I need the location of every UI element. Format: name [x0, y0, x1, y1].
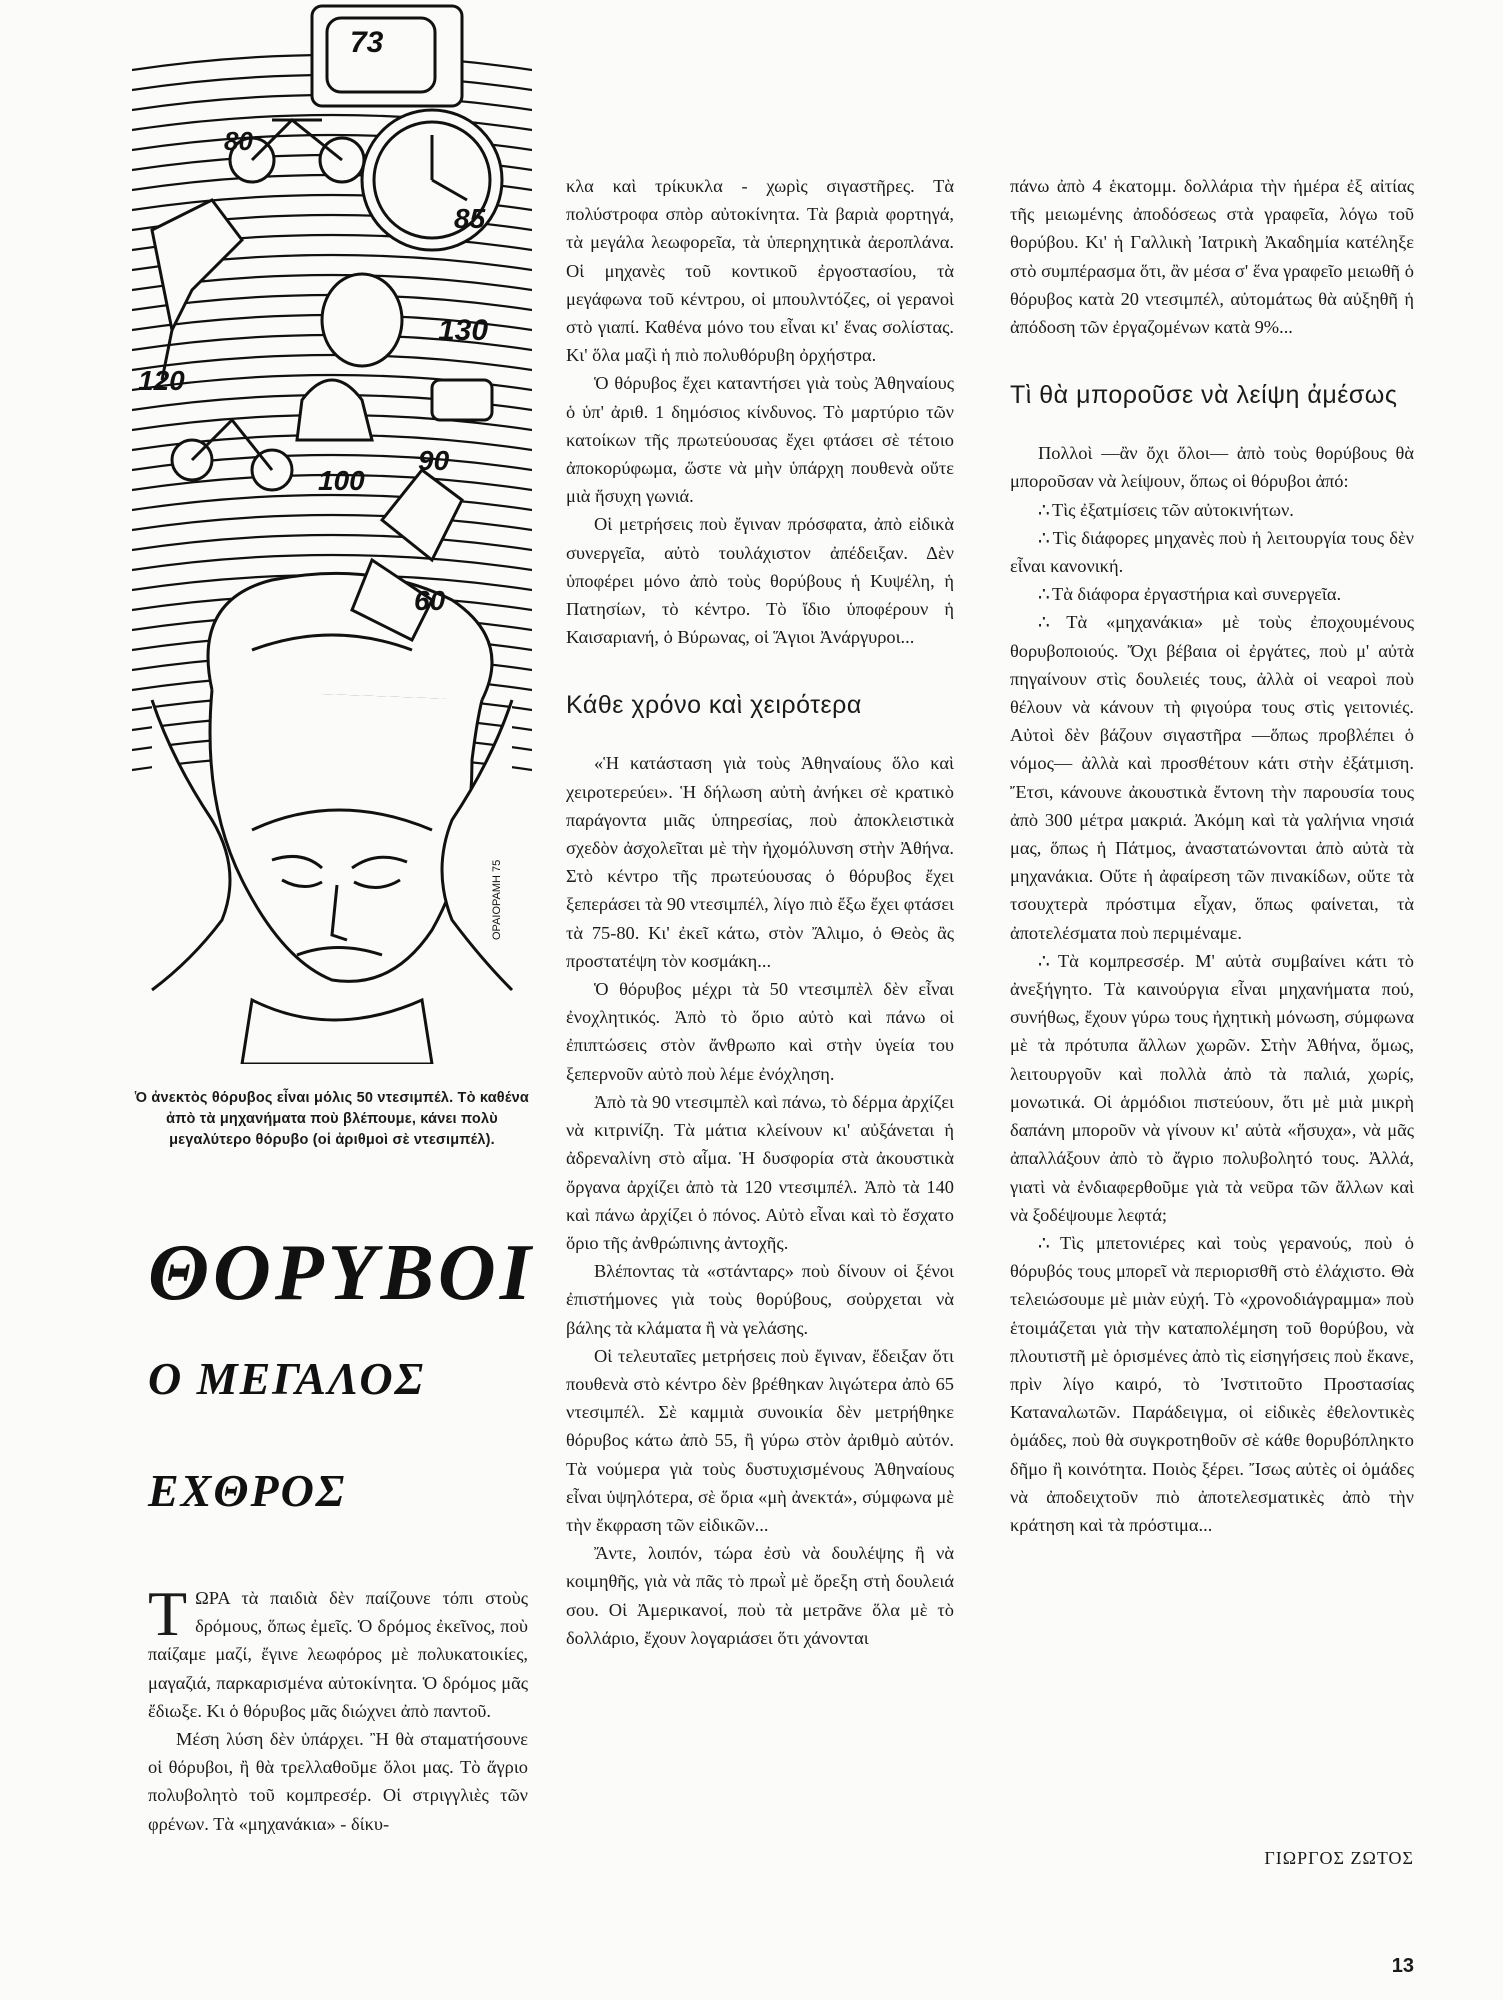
paragraph: Ὁ θόρυβος μέχρι τὰ 50 ντεσιμπὲλ δὲν εἶναι ἐνοχλητικός. Ἀπὸ τὸ ὅριο αὐτὸ καὶ πάνω οἱ ἐπιπτώσεις στὸν ἄνθρωπο καὶ στὴν ὑγεία του ξεπερνοῦν αὐτὸ ποὺ λέμε ἐνόχληση.	[566, 979, 954, 1084]
label-73: 73	[350, 26, 384, 59]
label-130: 130	[438, 314, 489, 347]
paragraph: Βλέποντας τὰ «στάνταρς» ποὺ δίνουν οἱ ξένοι ἐπιστήμονες γιὰ τοὺς θορύβους, σοὐρχεται νὰ βάλης τὰ κλάματα ἢ νὰ γελάσης.	[566, 1261, 954, 1338]
illustration-caption: Ὁ ἀνεκτὸς θόρυβος εἶναι μόλις 50 ντεσιμπέλ. Τὸ καθένα ἀπὸ τὰ μηχανήματα ποὺ βλέπουμε, κάνει πολὺ μεγαλύτερο θόρυβο (οἱ ἀριθμοὶ σὲ ντεσιμπέλ).	[135, 1090, 529, 1148]
paragraph: Ἀπὸ τὰ 90 ντεσιμπὲλ καὶ πάνω, τὸ δέρμα ἀρχίζει νὰ κιτρινίζη. Τὰ μάτια κλείνουν κι' αὐξάνεται ἡ ἀδρεναλίνη στὸ αἷμα. Ἡ δυσφορία στὰ ἀκουστικὰ ὄργανα ἀρχίζει ἀπὸ τὰ 120 ντεσιμπέλ. Ἀπὸ τὰ 140 καὶ πάνω ἀρχίζει ὁ πόνος. Αὐτὸ εἶναι καὶ τὸ ἔσχατο ὅριο τῆς ἀνθρώπινης ἀντοχῆς.	[566, 1091, 954, 1253]
subheading: Τὶ θὰ μποροῦσε νὰ λείψη ἀμέσως	[1010, 381, 1398, 410]
paragraph: Μέση λύση δὲν ὑπάρχει. Ἢ θὰ σταματήσουνε οἱ θόρυβοι, ἢ θὰ τρελλαθοῦμε ὅλοι μας. Τὸ ἄγριο πολυβολητὸ τοῦ κομπρεσέρ. Οἱ στριγγλιὲς τῶν φρένων. Τὰ «μηχανάκια» - δίκυ-	[148, 1729, 528, 1834]
label-120: 120	[138, 365, 185, 396]
bullet-text: Τὰ «μηχανάκια» μὲ τοὺς ἐποχουμένους θορυβοποιούς. Ὄχι βέβαια οἱ ἐργάτες, ποὺ μ' αὐτὰ πηγαίνουν στὶς δουλειές τους, ἀλλὰ οἱ νεαροὶ ποὺ θέλουν νὰ κάνουν τὴ φιγούρα τους στὶς γειτονιές. Αὐτοὶ δὲν βάζουν σιγαστῆρα —ὅπως προβλέπει ὁ νόμος— ἀλλὰ καὶ προσθέτουν κάτι στὴν ἐξάτμιση. Ἔτσι, κάνουνε ἀκουστικὰ ἔντονη τὴν παρουσία τους ἀπὸ 300 μέτρα μακριά. Ἀκόμη καὶ τὰ γαλήνια νησιά μας, ὅπως ἡ Πάτμος, ἀναστατώνονται ἀπὸ αὐτὰ τὰ μηχανάκια. Οὔτε ἡ ἀφαίρεση τῶν πινακίδων, οὔτε τὰ τσουχτερὰ πρόστιμα εἶχαν, ὅπως φαίνεται, τὰ ἀποτελέσματα ποὺ περιμέναμε.	[1010, 612, 1414, 943]
noise-illustration	[132, 0, 532, 1064]
bullet-icon: ∴	[1038, 950, 1048, 971]
article-column-2	[566, 172, 954, 1652]
paragraph: πάνω ἀπὸ 4 ἑκατομμ. δολλάρια τὴν ἡμέρα ἐξ αἰτίας τῆς μειωμένης ἀποδόσεως στὰ γραφεῖα, λόγω τοῦ θορύβου. Κι' ἡ Γαλλικὴ Ἰατρικὴ Ἀκαδημία κατέληξε στὸ συμπέρασμα ὅτι, ἂν μέσα σ' ἕνα γραφεῖο μειωθῆ ὁ θόρυβος κατὰ 20 ντεσιμπέλ, αὐτομάτως θὰ αὐξηθῆ ἡ ἀπόδοση τῶν ἐργαζομένων κατὰ 9%...	[1010, 176, 1414, 338]
bullet-icon: ∴	[1038, 584, 1048, 605]
label-80: 80	[224, 126, 253, 156]
paragraph: Οἱ τελευταῖες μετρήσεις ποὺ ἔγιναν, ἔδειξαν ὅτι πουθενὰ στὸ κέντρο δὲν βρέθηκαν λιγώτερα ἀπὸ 65 ντεσιμπέλ. Σὲ καμμιὰ συνοικία δὲν μετρήθηκε θόρυβος κάτω ἀπὸ 55, ἢ γύρω στὸν ἀριθμὸ αὐτόν. Τὰ νούμερα γιὰ τοὺς δυστυχισμένους Ἀθηναίους εἶναι ὑψηλότερα, σὲ ὅρια «μὴ ἀνεκτά», σύμφωνα μὲ τὴν ἔκφραση τῶν εἰδικῶν...	[566, 1345, 954, 1535]
paragraph: κλα καὶ τρίκυκλα - χωρὶς σιγαστῆρες. Τὰ πολύστροφα σπὸρ αὐτοκίνητα. Τὰ βαριὰ φορτηγά, τὰ μεγάλα λεωφορεῖα, τὰ ὑπερηχητικὰ ἀεροπλάνα. Οἱ μηχανὲς τοῦ κοντικοῦ ἐργοστασίου, τὰ μεγάφωνα τοῦ κέντρου, οἱ μπουλντόζες, οἱ γερανοὶ στὸ γιαπί. Καθένα μόνο του εἶναι κι' ἕνας σολίστας. Κι' ὅλα μαζὶ ἡ πιὸ πολυθόρυβη ὀρχήστρα.	[566, 176, 954, 366]
noise-illustration-drawing	[132, 0, 532, 1064]
bullet-item	[1010, 496, 1414, 524]
paragraph	[148, 1578, 528, 1725]
bullet-text: Τὰ κομπρεσσέρ. Μ' αὐτὰ συμβαίνει κάτι τὸ ἀνεξήγητο. Τὰ καινούργια εἶναι μηχανήματα πού, συνήθως, ἔχουν γύρω τους ἠχητικὴ μόνωση, σύμφωνα μὲ τὰ πρότυπα ἄλλων χωρῶν. Στὴν Ἀθήνα, ὅμως, λειτουργοῦν καὶ πολλὰ ἀπὸ τὰ παλιά, χωρίς, μονωτικά. Οἱ ἁρμόδιοι πιστεύουν, ὅτι μὲ μιὰ μικρὴ δαπάνη μποροῦν νὰ γίνουν κι' αὐτὰ «ἥσυχα», νὰ μᾶς ἀπαλλάξουν ἀπὸ τὸ ἄγριο πολυβολητό τους. Ἀλλά, γιατὶ νὰ ἐνδιαφερθοῦμε γιὰ τὰ νεῦρα τῶν ἄλλων καὶ νὰ ξοδέψουμε λεφτά;	[1010, 950, 1414, 1225]
bullet-text: Τὶς διάφορες μηχανὲς ποὺ ἡ λειτουργία τους δὲν εἶναι κανονική.	[1010, 527, 1414, 577]
drop-cap: Τ	[148, 1578, 188, 1649]
bullet-text: Τὶς ἐξατμίσεις τῶν αὐτοκινήτων.	[1051, 499, 1294, 520]
bullet-item	[1010, 580, 1414, 608]
bullet-text: Τὶς μπετονιέρες καὶ τοὺς γερανούς, ποὺ ὁ θόρυβός τους μπορεῖ νὰ περιορισθῆ στὸ ἐλάχιστο. Θὰ τελειώσουμε μὲ μιὰν εὐχή. Τὸ «χρονοδιάγραμμα» ποὺ ἑτοιμάζεται γιὰ τὴν καταπολέμηση τοῦ θορύβου, νὰ πλουτιστῆ μὲ ὁρισμένες ἀπὸ τὶς εἰσηγήσεις ποὺ ἔκανε, πρὶν λίγο καιρό, τὸ Ἰνστιτοῦτο Προστασίας Καταναλωτῶν. Παράδειγμα, οἱ εἰδικὲς ἐθελοντικὲς ὁμάδες, ποὺ θὰ συγκροτηθοῦν σὲ κάθε θορυβόπληκτο δῆμο ἢ κοινότητα. Ποιὸς ξέρει. Ἴσως αὐτὲς οἱ ὁμάδες νὰ ἀποδειχτοῦν πιὸ ἀποτελεσματικὲς ἀπὸ τὴν κράτηση καὶ τὰ πρόστιμα...	[1010, 1232, 1414, 1535]
bullet-item	[1010, 947, 1414, 1229]
headline-line3: ΕΧΘΡΟΣ	[148, 1465, 347, 1516]
article-column-1	[148, 1578, 528, 1838]
page-number: 13	[1391, 1955, 1414, 1977]
paragraph: «Ἡ κατάσταση γιὰ τοὺς Ἀθηναίους ὅλο καὶ χειροτερεύει». Ἡ δήλωση αὐτὴ ἀνήκει σὲ κρατικὸ παράγοντα μιᾶς ὑπηρεσίας, ποὺ ἀποκλειστικὰ σχεδὸν ἀσχολεῖται μὲ τὴν ἠχομόλυνση στὴν Ἀθήνα. Στὸ κέντρο τῆς πρωτεύουσας ὁ θόρυβος ἔχει ξεπεράσει τὰ 90 ντεσιμπέλ, λίγο πιὸ ἔξω ἔχει φτάσει τὰ 75-80. Κι' ἐκεῖ κάτω, στὸν Ἄλιμο, ὁ Θεὸς ἂς προστατέψη τὸν κοσμάκη...	[566, 753, 954, 971]
label-100: 100	[318, 465, 365, 496]
article-column-3	[1010, 172, 1414, 1539]
headline-line2: Ο ΜΕΓΑΛΟΣ	[148, 1353, 426, 1404]
bullet-item	[1010, 608, 1414, 946]
paragraph: Πολλοὶ —ἂν ὄχι ὅλοι— ἀπὸ τοὺς θορύβους θὰ μποροῦσαν νὰ λείψουν, ὅπως οἱ θόρυβοι ἀπό:	[1010, 443, 1414, 492]
bullet-item	[1010, 1229, 1414, 1539]
author-byline: ΓΙΩΡΓΟΣ ΖΩΤΟΣ	[1264, 1848, 1414, 1868]
bullet-icon: ∴	[1038, 499, 1048, 520]
bullet-text: Τὰ διάφορα ἐργαστήρια καὶ συνεργεῖα.	[1051, 584, 1342, 605]
paragraph: Οἱ μετρήσεις ποὺ ἔγιναν πρόσφατα, ἀπὸ εἰδικὰ συνεργεῖα, αὐτὸ τουλάχιστον ἀπέδειξαν. Δὲν ὑποφέρει μόνο ἀπὸ τοὺς θορύβους ἡ Κυψέλη, ἡ Πατησίων, τὸ κέντρο. Τὸ ἴδιο ὑποφέρουν ἡ Καισαριανή, ὁ Βύρωνας, οἱ Ἅγιοι Ἀνάργυροι...	[566, 514, 954, 648]
label-85: 85	[454, 203, 486, 234]
paragraph: Ἄντε, λοιπόν, τώρα ἐσὺ νὰ δουλέψης ἢ νὰ κοιμηθῆς, γιὰ νὰ πᾶς τὸ πρωῒ μὲ ὄρεξη στὴ δουλειά σου. Οἱ Ἀμερικανοί, ποὺ τὰ μετρᾶνε ὅλα μὲ τὸ δολλάριο, ἔχουν λογαριάσει ὅτι χάνονται	[566, 1543, 954, 1648]
bullet-icon: ∴	[1038, 612, 1048, 633]
artist-signature: ΟΡΑΙΟΡΑΜΗ 75	[491, 859, 503, 940]
label-60: 60	[414, 585, 446, 616]
label-90: 90	[418, 445, 450, 476]
paragraph: Ὁ θόρυβος ἔχει καταντήσει γιὰ τοὺς Ἀθηναίους ὁ ὑπ' ἀριθ. 1 δημόσιος κίνδυνος. Τὸ μαρτύριο τῶν κατοίκων τῆς πρωτεύουσας ἔχει φτάσει σὲ τέτοιο ἀποκορύφωμα, ὥστε νὰ μὴν ὑπάρχη πουθενὰ οὔτε μιὰ ἥσυχη γωνιά.	[566, 373, 954, 507]
bullet-icon: ∴	[1038, 527, 1048, 548]
paragraph-text: ΩΡΑ τὰ παιδιὰ δὲν παίζουνε τόπι στοὺς δρόμους, ὅπως ἐμεῖς. Ὁ δρόμος ἐκεῖνος, ποὺ παίζαμε μαζί, ἔγινε λεωφόρος μὲ πολυκατοικίες, μαγαζιά, παρκαρισμένα αὐτοκίνητα. Ὁ δρόμος μᾶς ἔδιωξε. Κι ὁ θόρυβος μᾶς διώχνει ἀπὸ παντοῦ.	[148, 1588, 528, 1721]
bullet-item	[1010, 524, 1414, 580]
headline-main: ΘΟΡΥΒΟΙ	[148, 1229, 535, 1317]
subheading: Κάθε χρόνο καὶ χειρότερα	[566, 691, 862, 720]
bullet-icon: ∴	[1038, 1232, 1048, 1253]
